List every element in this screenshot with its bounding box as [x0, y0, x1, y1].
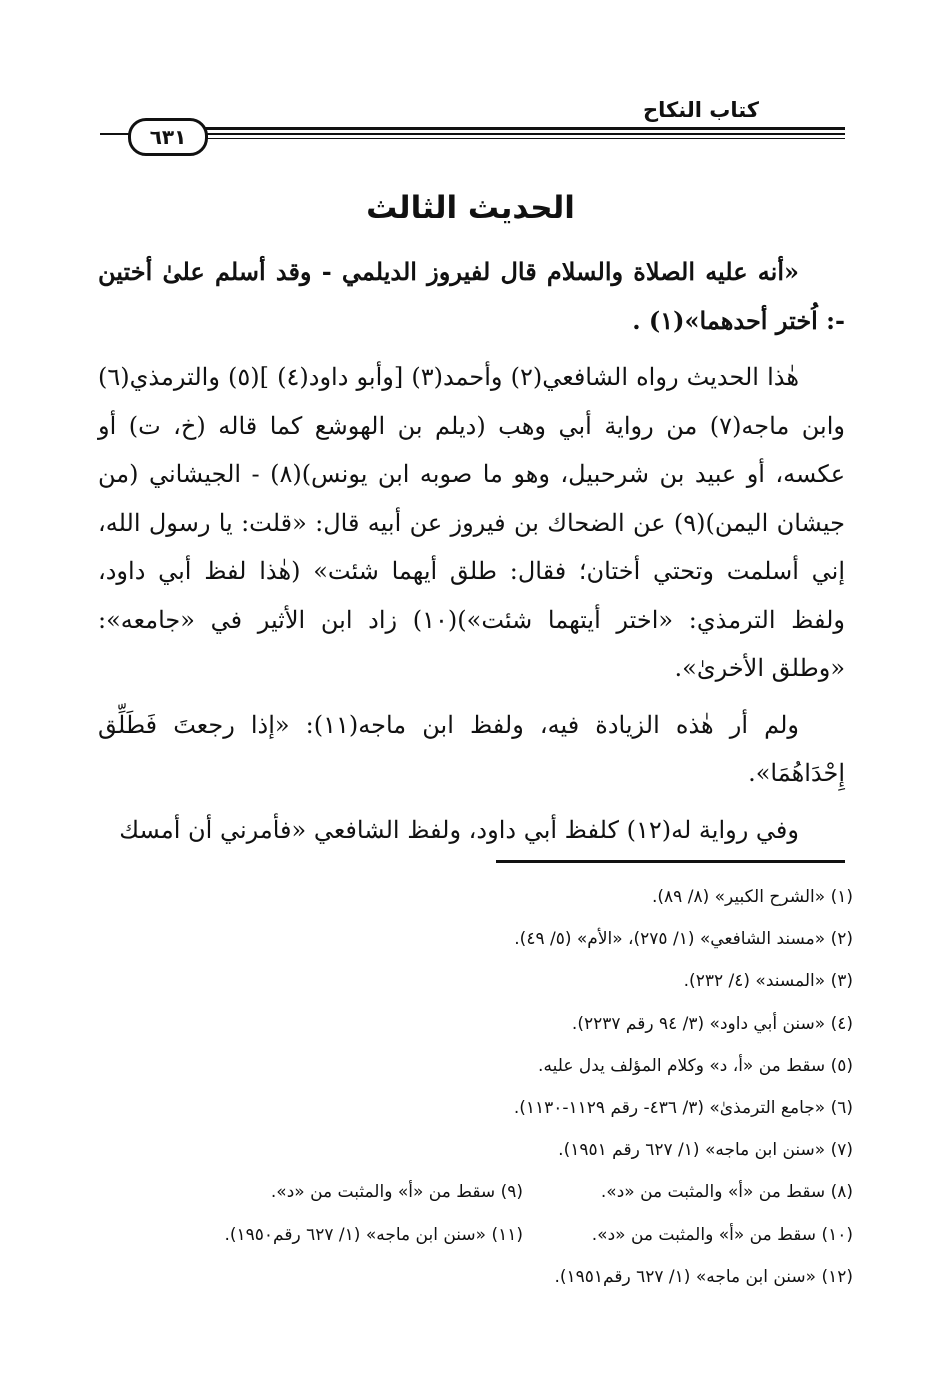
footnote-7: (٧) «سنن ابن ماجه» (١/ ٦٢٧ رقم ١٩٥١). [558, 1140, 853, 1161]
footnote-12: (١٢) «سنن ابن ماجه» (١/ ٦٢٧ رقم١٩٥١). [554, 1266, 853, 1287]
footnote-9: (٩) سقط من «أ» والمثبت من «د». [270, 1182, 523, 1203]
footnote-5: (٥) سقط من «أ، د» وكلام المؤلف يدل عليه. [538, 1055, 853, 1076]
footnote-row [98, 1214, 853, 1256]
footnotes [98, 876, 853, 1298]
paragraph: هٰذا الحديث رواه الشافعي(٢) وأحمد(٣) [وأبو داود(٤) ](٥) والترمذي(٦) وابن ماجه(٧) من رواية أبي وهب (ديلم بن الهوشع كما قاله (خ، ت) أو عكسه، أو عبيد بن شرحبيل، وهو ما صوبه ابن يونس)(٨) - الجيشاني (من جيشان اليمن)(٩) عن الضحاك بن فيروز عن أبيه قال: «قلت: يا رسول الله، إني أسلمت وتحتي أختان؛ فقال: طلق أيهما شئت» (هٰذا لفظ أبي داود، ولفظ الترمذي: «اختر أيتهما شئت»)(١٠) زاد ابن الأثير في «جامعه»: «وطلق الأخرىٰ». [98, 363, 846, 682]
hadith-text: «أنه عليه الصلاة والسلام قال لفيروز الديلمي - وقد أسلم علىٰ أختين -: اُختر أحدهما»(١) . [98, 257, 845, 335]
section-title: الحديث الثالث [366, 190, 575, 226]
footnote-3: (٣) «المسند» (٤/ ٢٣٢). [683, 971, 853, 992]
header-rule-left [100, 133, 130, 135]
footnote-11: (١١) «سنن ابن ماجه» (١/ ٦٢٧ رقم١٩٥٠). [224, 1224, 523, 1245]
footnote-6: (٦) «جامع الترمذىٰ» (٣/ ٤٣٦- رقم ١١٢٩-١١٣٠). [513, 1098, 853, 1119]
footnote-4: (٤) «سنن أبي داود» (٣/ ٩٤ رقم ٢٢٣٧). [571, 1013, 853, 1034]
paragraph: وفي رواية له(١٢) كلفظ أبي داود، ولفظ الشافعي «فأمرني أن أمسك [119, 815, 799, 844]
header-rule [192, 133, 845, 135]
footnote-2: (٢) «مسند الشافعي» (١/ ٢٧٥)، «الأم» (٥/ ٤٩). [514, 929, 853, 950]
footnote-row [98, 1171, 853, 1213]
main-text [98, 248, 845, 862]
page-number: ٦٣١ [128, 118, 208, 156]
header-rule [192, 138, 845, 139]
footnote-separator [496, 860, 845, 863]
running-header-title: كتاب النكاح [643, 98, 759, 122]
paragraph: ولم أر هٰذه الزيادة فيه، ولفظ ابن ماجه(١١): «إذا رجعتَ فَطَلِّق إِحْدَاهُمَا». [98, 710, 845, 787]
footnote-10: (١٠) سقط من «أ» والمثبت من «د». [591, 1224, 853, 1245]
footnote-8: (٨) سقط من «أ» والمثبت من «د». [600, 1182, 853, 1203]
footnote-1: (١) «الشرح الكبير» (٨/ ٨٩). [651, 887, 853, 907]
header-rule [192, 127, 845, 130]
